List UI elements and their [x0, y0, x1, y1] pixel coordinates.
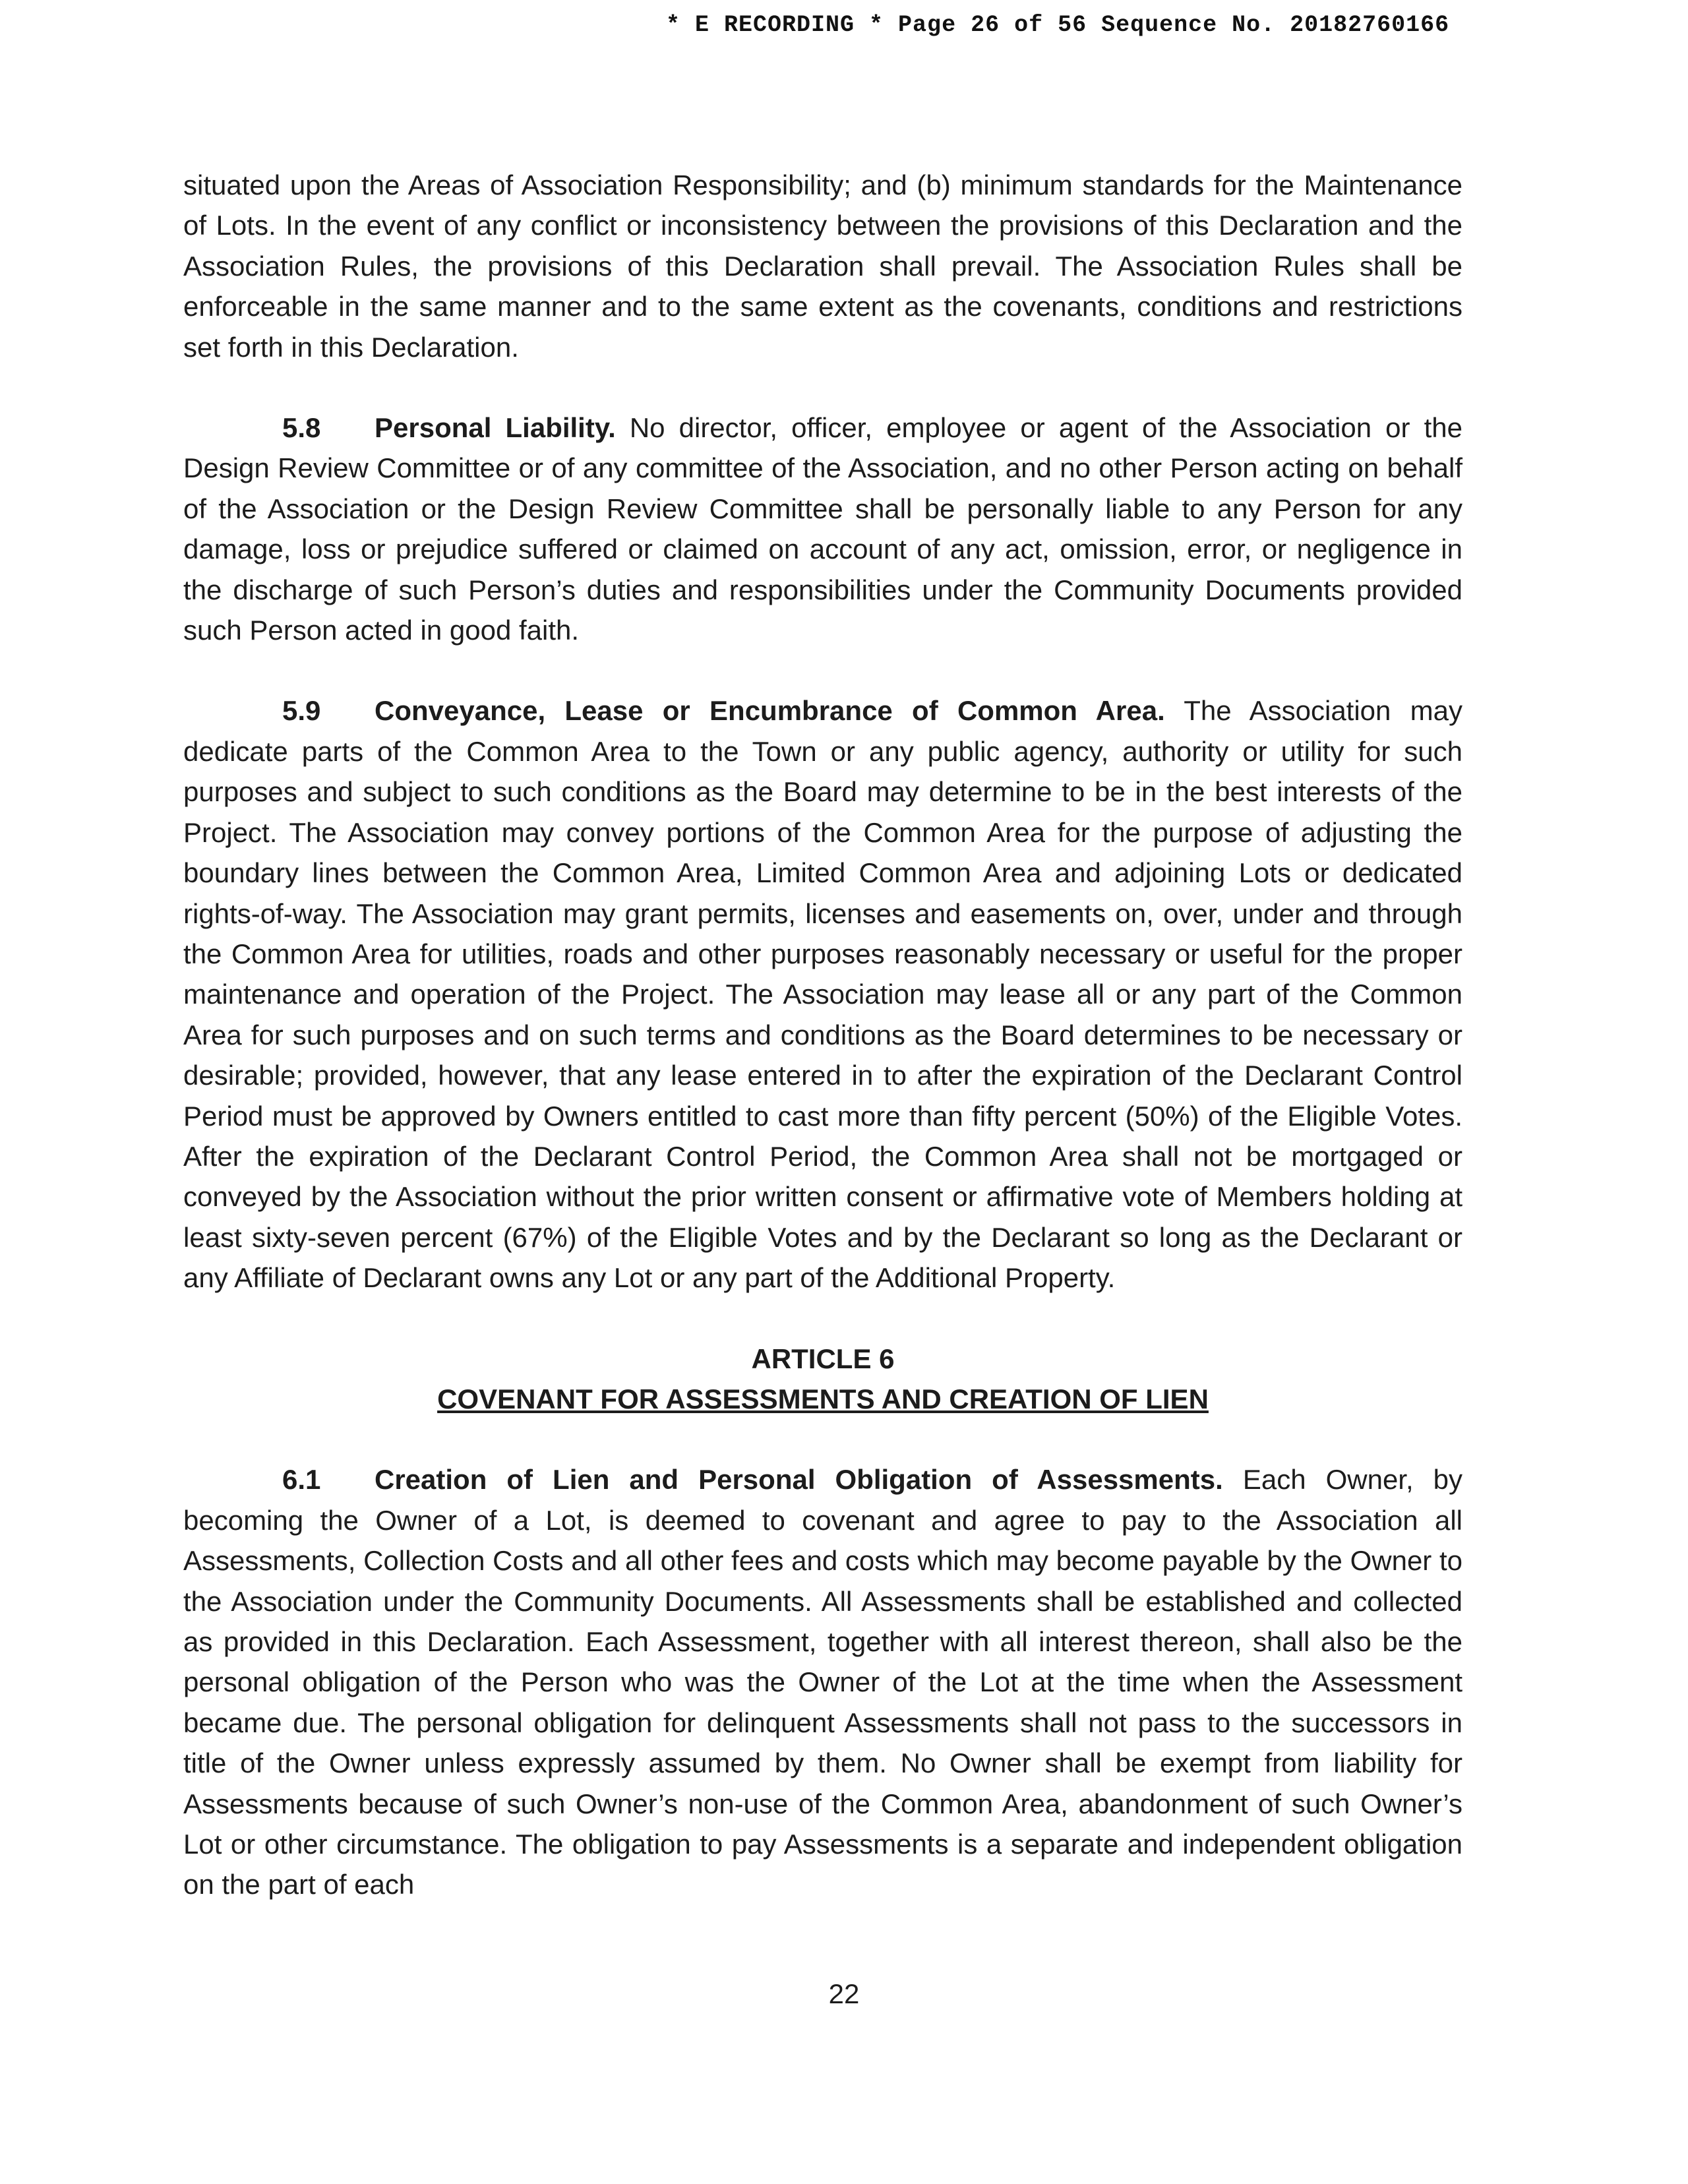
section-text: The Association may dedicate parts of the Common Area to the Town or any public agency, authority or utility for such purposes and subject to such conditions as the Board may determine to be in the best interests of the Project. The Association may convey portions of the Common Area for the purpose of adjusting the boundary lines between the Common Area, Limited Common Area and adjoining Lots or dedicated rights-of-way. The Association may grant permits, licenses and easements on, over, under and through the Common Area for utilities, roads and other purposes reasonably necessary or useful for the proper maintenance and operation of the Project. The Association may lease all or any part of the Common Area for such purposes and on such terms and conditions as the Board determines to be necessary or desirable; provided, however, that any lease entered in to after the expiration of the Declarant Control Period must be approved by Owners entitled to cast more than fifty percent (50%) of the Eligible Votes. After the expiration of the Declarant Control Period, the Common Area shall not be mortgaged or conveyed by the Association without the prior written consent or affirmative vote of Members holding at least sixty-seven percent (67%) of the Eligible Votes and by the Declarant so long as the Declarant or any Affiliate of Declarant owns any Lot or any part of the Additional Property. [183, 695, 1463, 1294]
section-title: Creation of Lien and Personal Obligation of Assessments. [375, 1464, 1223, 1496]
section-number: 5.9 [282, 695, 321, 727]
section-number: 6.1 [282, 1464, 321, 1496]
section-text: No director, officer, employee or agent of the Association or the Design Review Committee or of any committee of the Association, and no other Person acting on behalf of the Association or the Design Review Committee shall be personally liable to any Person for any damage, loss or prejudice suffered or claimed on account of any act, omission, error, or negligence in the discharge of such Person’s duties and responsibilities under the Community Documents provided such Person acted in good faith. [183, 412, 1462, 646]
recording-header: * E RECORDING * Page 26 of 56 Sequence No. 20182760166 [666, 12, 1450, 38]
article-title: COVENANT FOR ASSESSMENTS AND CREATION OF LIEN [437, 1383, 1209, 1414]
document-body [183, 165, 1462, 1905]
section-6-1 [183, 1459, 1462, 1904]
continuation-paragraph: situated upon the Areas of Association Responsibility; and (b) minimum standards for the Maintenance of Lots. In the event of any conflict or inconsistency between the provisions of this Declaration and the Association Rules, the provisions of this Declaration shall prevail. The Association Rules shall be enforceable in the same manner and to the same extent as the covenants, conditions and restrictions set forth in this Declaration. [183, 169, 1462, 363]
section-5-8 [183, 408, 1462, 650]
section-title: Conveyance, Lease or Encumbrance of Common Area. [375, 695, 1165, 727]
section-title: Personal Liability. [375, 412, 616, 444]
article-heading: ARTICLE 6 [751, 1343, 895, 1374]
section-5-9 [183, 690, 1462, 1298]
page-number: 22 [828, 1978, 860, 2009]
section-number: 5.8 [282, 412, 321, 444]
section-text: Each Owner, by becoming the Owner of a Lot, is deemed to covenant and agree to pay to the Association all Assessments, Collection Costs and all other fees and costs which may become payable by the Owner to the Association under the Community Documents. All Assessments shall be established and collected as provided in this Declaration. Each Assessment, together with all interest thereon, shall also be the personal obligation of the Person who was the Owner of the Lot at the time when the Assessment became due. The personal obligation for delinquent Assessments shall not pass to the successors in title of the Owner unless expressly assumed by them. No Owner shall be exempt from liability for Assessments because of such Owner’s non-use of the Common Area, abandonment of such Owner’s Lot or other circumstance. The obligation to pay Assessments is a separate and independent obligation on the part of each [183, 1464, 1463, 1900]
